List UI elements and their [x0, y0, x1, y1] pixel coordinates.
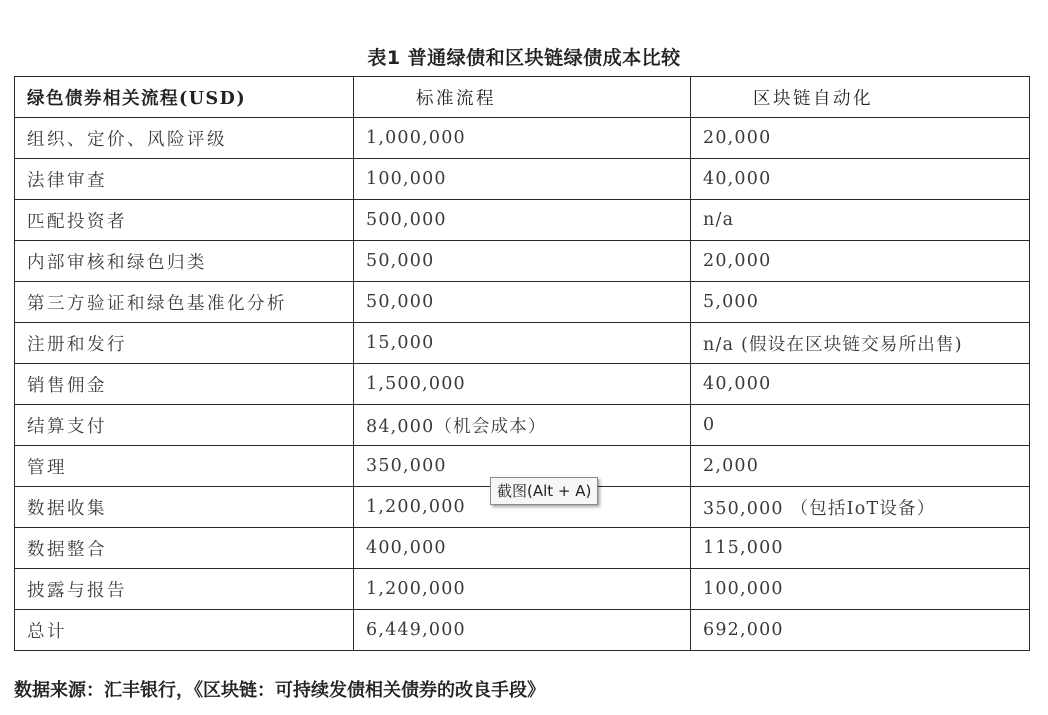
cell-blockchain: 40,000	[691, 364, 1030, 405]
cell-standard: 350,000	[354, 446, 691, 487]
cell-blockchain: 350,000 （包括IoT设备）	[691, 487, 1030, 528]
cell-blockchain: n/a	[691, 200, 1030, 241]
table-row	[15, 118, 1030, 159]
table-row	[15, 200, 1030, 241]
table-row	[15, 610, 1030, 651]
table-row	[15, 364, 1030, 405]
table-row	[15, 282, 1030, 323]
cell-blockchain: 115,000	[691, 528, 1030, 569]
table-row	[15, 528, 1030, 569]
table-row	[15, 405, 1030, 446]
cell-process: 结算支付	[15, 405, 354, 446]
header-blockchain: 区块链自动化	[691, 77, 1030, 118]
cell-standard: 1,000,000	[354, 118, 691, 159]
cell-standard: 50,000	[354, 282, 691, 323]
cell-standard: 1,200,000	[354, 487, 691, 528]
cost-comparison-table	[14, 76, 1030, 651]
cell-standard: 1,500,000	[354, 364, 691, 405]
table-title: 表1 普通绿债和区块链绿债成本比较	[367, 47, 681, 69]
header-standard: 标准流程	[354, 77, 691, 118]
table-row	[15, 323, 1030, 364]
table-row	[15, 159, 1030, 200]
cell-standard: 1,200,000	[354, 569, 691, 610]
table-row	[15, 241, 1030, 282]
cell-blockchain: 40,000	[691, 159, 1030, 200]
cell-standard: 15,000	[354, 323, 691, 364]
cell-process: 法律审查	[15, 159, 354, 200]
screenshot-tooltip: 截图(Alt + A)	[490, 477, 598, 505]
cell-process: 数据收集	[15, 487, 354, 528]
table-body	[15, 118, 1030, 651]
header-process: 绿色债券相关流程(USD)	[15, 77, 354, 118]
cell-process: 披露与报告	[15, 569, 354, 610]
cell-blockchain: n/a (假设在区块链交易所出售)	[691, 323, 1030, 364]
cell-process: 总计	[15, 610, 354, 651]
cell-standard: 50,000	[354, 241, 691, 282]
cell-standard: 100,000	[354, 159, 691, 200]
cell-blockchain: 692,000	[691, 610, 1030, 651]
cell-blockchain: 100,000	[691, 569, 1030, 610]
cell-blockchain: 20,000	[691, 118, 1030, 159]
cell-process: 组织、定价、风险评级	[15, 118, 354, 159]
cell-process: 第三方验证和绿色基准化分析	[15, 282, 354, 323]
cell-standard: 84,000（机会成本）	[354, 405, 691, 446]
cell-blockchain: 2,000	[691, 446, 1030, 487]
cell-standard: 400,000	[354, 528, 691, 569]
cell-process: 内部审核和绿色归类	[15, 241, 354, 282]
cell-blockchain: 0	[691, 405, 1030, 446]
table-header-row	[15, 77, 1030, 118]
data-source-note: 数据来源：汇丰银行，《区块链：可持续发债相关债券的改良手段》	[14, 680, 545, 701]
cell-process: 销售佣金	[15, 364, 354, 405]
cell-process: 数据整合	[15, 528, 354, 569]
table-row	[15, 569, 1030, 610]
cell-process: 注册和发行	[15, 323, 354, 364]
cell-process: 管理	[15, 446, 354, 487]
cell-standard: 6,449,000	[354, 610, 691, 651]
cell-blockchain: 20,000	[691, 241, 1030, 282]
cell-process: 匹配投资者	[15, 200, 354, 241]
cell-standard: 500,000	[354, 200, 691, 241]
cell-blockchain: 5,000	[691, 282, 1030, 323]
